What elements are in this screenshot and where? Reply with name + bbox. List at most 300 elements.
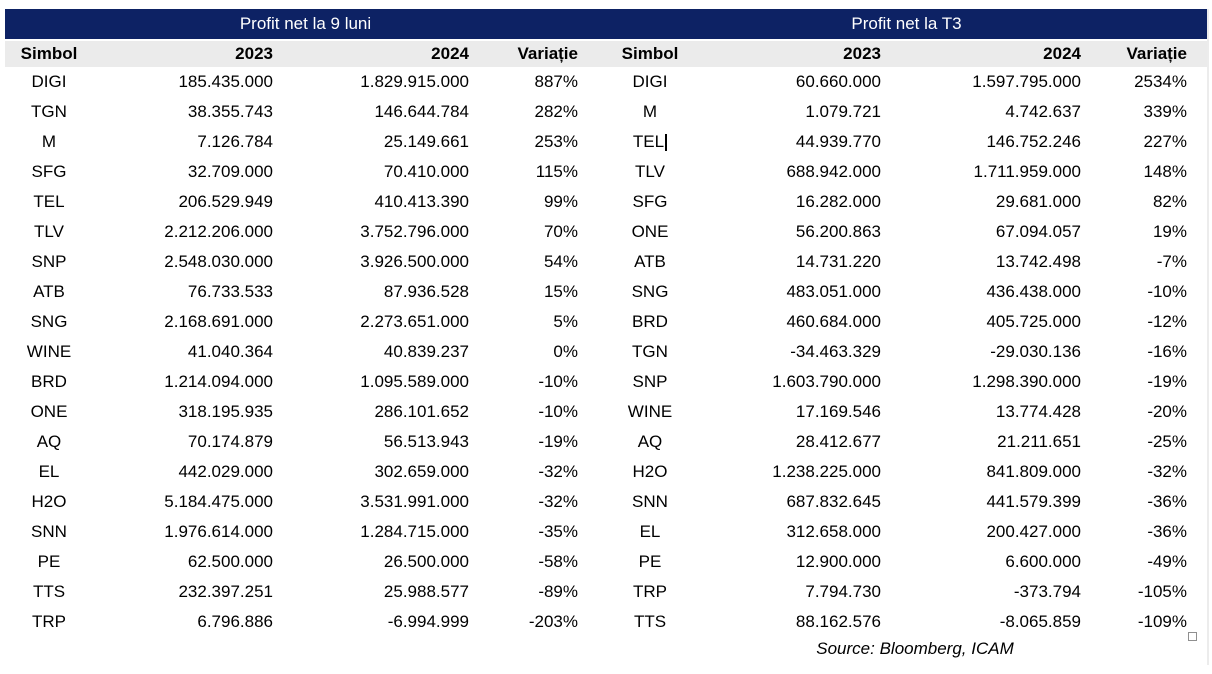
- cell-2024[interactable]: [277, 277, 473, 307]
- cell-variatie[interactable]: [473, 547, 606, 577]
- footer-row: [5, 637, 1207, 665]
- cell-simbol[interactable]: [5, 97, 93, 127]
- text-cursor: [665, 134, 667, 151]
- cell-value: 6.796.886: [197, 612, 273, 631]
- cell-variatie[interactable]: [473, 397, 606, 427]
- cell-value: 1.079.721: [805, 102, 881, 121]
- cell-2024[interactable]: [885, 577, 1085, 607]
- cell-2023[interactable]: [93, 517, 277, 547]
- cell-value: 14.731.220: [795, 252, 881, 271]
- cell-variatie[interactable]: [1085, 217, 1207, 247]
- cell-value: 13.742.498: [995, 252, 1081, 271]
- cell-value: SNG: [30, 312, 68, 331]
- cell-variatie[interactable]: [473, 127, 606, 157]
- cell-simbol[interactable]: [606, 397, 694, 427]
- col-header-simbol-right[interactable]: Simbol: [621, 44, 679, 63]
- cell-simbol[interactable]: [606, 247, 694, 277]
- cell-value: M: [41, 132, 57, 151]
- cell-value: SNP: [31, 252, 67, 271]
- cell-value: 82%: [1152, 192, 1187, 211]
- cell-2023[interactable]: [694, 67, 885, 97]
- cell-value: 1.829.915.000: [360, 72, 469, 91]
- cell-2023[interactable]: [93, 337, 277, 367]
- cell-value: 67.094.057: [995, 222, 1081, 241]
- cell-value: 70%: [543, 222, 578, 241]
- cell-2024[interactable]: [885, 307, 1085, 337]
- cell-value: 25.988.577: [383, 582, 469, 601]
- cell-2024[interactable]: [885, 487, 1085, 517]
- cell-value: -10%: [1147, 282, 1187, 301]
- cell-value: ATB: [634, 252, 666, 271]
- cell-simbol[interactable]: [606, 307, 694, 337]
- cell-value: TRP: [32, 612, 66, 631]
- cell-simbol[interactable]: [5, 127, 93, 157]
- cell-value: H2O: [632, 462, 668, 481]
- cell-2023[interactable]: [694, 487, 885, 517]
- cell-simbol[interactable]: [5, 607, 93, 637]
- cell-2024[interactable]: [277, 337, 473, 367]
- cell-simbol[interactable]: [5, 157, 93, 187]
- cell-value: 6.600.000: [1005, 552, 1081, 571]
- cell-2024[interactable]: [277, 367, 473, 397]
- cell-2024[interactable]: [277, 427, 473, 457]
- cell-2023[interactable]: [93, 577, 277, 607]
- cell-variatie[interactable]: [473, 247, 606, 277]
- cell-value: -25%: [1147, 432, 1187, 451]
- cell-value: 99%: [543, 192, 578, 211]
- cell-value: SNN: [31, 522, 67, 541]
- cell-2023[interactable]: [694, 127, 885, 157]
- cell-2024[interactable]: [885, 547, 1085, 577]
- cell-value: 1.214.094.000: [164, 372, 273, 391]
- cell-value: 1.095.589.000: [360, 372, 469, 391]
- cell-2023[interactable]: [93, 487, 277, 517]
- cell-2023[interactable]: [93, 307, 277, 337]
- cell-value: 146.644.784: [374, 102, 469, 121]
- col-header-2024-right[interactable]: 2024: [1043, 44, 1081, 63]
- cell-2023[interactable]: [93, 217, 277, 247]
- cell-value: TEL: [632, 132, 665, 151]
- cell-value: -32%: [538, 492, 578, 511]
- cell-value: 302.659.000: [374, 462, 469, 481]
- cell-value: 38.355.743: [187, 102, 273, 121]
- cell-value: -203%: [528, 612, 578, 631]
- cell-variatie[interactable]: [473, 307, 606, 337]
- cell-2024[interactable]: [885, 217, 1085, 247]
- cell-variatie[interactable]: [473, 607, 606, 637]
- cell-value: 200.427.000: [986, 522, 1081, 541]
- cell-2024[interactable]: [277, 247, 473, 277]
- cell-variatie[interactable]: [1085, 67, 1207, 97]
- cell-simbol[interactable]: [5, 337, 93, 367]
- cell-simbol[interactable]: [606, 607, 694, 637]
- cell-value: -10%: [538, 372, 578, 391]
- cell-variatie[interactable]: [1085, 547, 1207, 577]
- table-title-t3[interactable]: Profit net la T3: [851, 14, 962, 33]
- cell-value: 185.435.000: [178, 72, 273, 91]
- profit-spreadsheet: [5, 9, 1209, 665]
- cell-simbol[interactable]: [606, 277, 694, 307]
- cell-2023[interactable]: [93, 397, 277, 427]
- cell-value: 17.169.546: [795, 402, 881, 421]
- cell-2023[interactable]: [694, 397, 885, 427]
- cell-2024[interactable]: [885, 127, 1085, 157]
- cell-value: -19%: [1147, 372, 1187, 391]
- cell-simbol[interactable]: [5, 367, 93, 397]
- cell-2024[interactable]: [885, 367, 1085, 397]
- square-marker: [1188, 632, 1197, 641]
- cell-value: -58%: [538, 552, 578, 571]
- cell-2023[interactable]: [93, 187, 277, 217]
- cell-value: 232.397.251: [178, 582, 273, 601]
- cell-value: -8.065.859: [999, 612, 1081, 631]
- cell-value: SNG: [631, 282, 669, 301]
- cell-value: 5.184.475.000: [164, 492, 273, 511]
- cell-2023[interactable]: [93, 67, 277, 97]
- cell-value: 5%: [553, 312, 578, 331]
- cell-value: 1.284.715.000: [360, 522, 469, 541]
- cell-2023[interactable]: [93, 157, 277, 187]
- cell-value: 41.040.364: [187, 342, 273, 361]
- cell-value: BRD: [31, 372, 67, 391]
- cell-value: SFG: [632, 192, 668, 211]
- cell-value: 1.597.795.000: [972, 72, 1081, 91]
- cell-value: -20%: [1147, 402, 1187, 421]
- cell-value: 688.942.000: [786, 162, 881, 181]
- column-header-row: [5, 41, 1207, 67]
- col-header-variatie-right[interactable]: Variație: [1126, 44, 1187, 63]
- cell-variatie[interactable]: [1085, 157, 1207, 187]
- cell-value: 339%: [1143, 102, 1187, 121]
- cell-value: TTS: [32, 582, 66, 601]
- cell-simbol[interactable]: [606, 577, 694, 607]
- cell-2024[interactable]: [885, 157, 1085, 187]
- cell-variatie[interactable]: [1085, 487, 1207, 517]
- cell-simbol[interactable]: [606, 547, 694, 577]
- cell-simbol[interactable]: [5, 217, 93, 247]
- cell-value: DIGI: [31, 72, 67, 91]
- cell-simbol[interactable]: [5, 67, 93, 97]
- cell-value: SFG: [31, 162, 67, 181]
- cell-2024[interactable]: [885, 187, 1085, 217]
- cell-simbol[interactable]: [5, 397, 93, 427]
- cell-variatie[interactable]: [1085, 517, 1207, 547]
- cell-2023[interactable]: [694, 367, 885, 397]
- cell-variatie[interactable]: [473, 577, 606, 607]
- cell-variatie[interactable]: [473, 517, 606, 547]
- cell-value: 2.548.030.000: [164, 252, 273, 271]
- cell-variatie[interactable]: [1085, 427, 1207, 457]
- cell-2023[interactable]: [694, 277, 885, 307]
- cell-2024[interactable]: [885, 247, 1085, 277]
- cell-2024[interactable]: [885, 427, 1085, 457]
- cell-variatie[interactable]: [473, 457, 606, 487]
- cell-2024[interactable]: [277, 457, 473, 487]
- cell-value: 2534%: [1134, 72, 1187, 91]
- cell-variatie[interactable]: [1085, 397, 1207, 427]
- cell-2023[interactable]: [694, 307, 885, 337]
- cell-variatie[interactable]: [473, 337, 606, 367]
- cell-simbol[interactable]: [606, 157, 694, 187]
- cell-simbol[interactable]: [5, 547, 93, 577]
- cell-value: -6.994.999: [387, 612, 469, 631]
- cell-2023[interactable]: [694, 97, 885, 127]
- cell-value: 442.029.000: [178, 462, 273, 481]
- cell-variatie[interactable]: [473, 157, 606, 187]
- cell-value: M: [642, 102, 658, 121]
- cell-2023[interactable]: [694, 247, 885, 277]
- cell-2023[interactable]: [93, 427, 277, 457]
- cell-value: 687.832.645: [786, 492, 881, 511]
- cell-2023[interactable]: [93, 97, 277, 127]
- cell-value: 54%: [543, 252, 578, 271]
- cell-value: 21.211.651: [997, 432, 1081, 451]
- cell-value: ATB: [33, 282, 65, 301]
- cell-value: 4.742.637: [1005, 102, 1081, 121]
- cell-value: -10%: [538, 402, 578, 421]
- cell-simbol[interactable]: [5, 517, 93, 547]
- cell-variatie[interactable]: [1085, 337, 1207, 367]
- cell-simbol[interactable]: [606, 337, 694, 367]
- cell-simbol[interactable]: [606, 427, 694, 457]
- cell-2023[interactable]: [694, 607, 885, 637]
- cell-variatie[interactable]: [1085, 187, 1207, 217]
- cell-2023[interactable]: [93, 277, 277, 307]
- cell-variatie[interactable]: [1085, 277, 1207, 307]
- cell-2024[interactable]: [277, 547, 473, 577]
- cell-variatie[interactable]: [473, 217, 606, 247]
- cell-2024[interactable]: [885, 97, 1085, 127]
- cell-simbol[interactable]: [606, 97, 694, 127]
- cell-2023[interactable]: [93, 457, 277, 487]
- cell-value: 3.752.796.000: [360, 222, 469, 241]
- cell-value: -19%: [538, 432, 578, 451]
- cell-simbol[interactable]: [5, 457, 93, 487]
- cell-simbol[interactable]: [606, 217, 694, 247]
- cell-value: 227%: [1143, 132, 1187, 151]
- cell-value: 460.684.000: [786, 312, 881, 331]
- cell-value: 70.174.879: [187, 432, 273, 451]
- table-body: [5, 67, 1207, 637]
- cell-value: ONE: [30, 402, 68, 421]
- cell-value: 3.926.500.000: [360, 252, 469, 271]
- cell-variatie[interactable]: [1085, 247, 1207, 277]
- cell-variatie[interactable]: [1085, 307, 1207, 337]
- cell-value: 29.681.000: [995, 192, 1081, 211]
- cell-simbol[interactable]: [606, 487, 694, 517]
- cell-value: -12%: [1147, 312, 1187, 331]
- cell-value: 16.282.000: [795, 192, 881, 211]
- cell-2024[interactable]: [277, 67, 473, 97]
- cell-value: TLV: [635, 162, 665, 181]
- cell-simbol[interactable]: [5, 277, 93, 307]
- cell-simbol[interactable]: [5, 187, 93, 217]
- cell-simbol[interactable]: [606, 457, 694, 487]
- cell-value: PE: [638, 552, 662, 571]
- cell-2023[interactable]: [93, 367, 277, 397]
- cell-value: -109%: [1137, 612, 1187, 631]
- cell-value: 253%: [534, 132, 578, 151]
- cell-value: 25.149.661: [383, 132, 469, 151]
- cell-value: EL: [639, 522, 661, 541]
- cell-2024[interactable]: [277, 307, 473, 337]
- cell-value: -32%: [538, 462, 578, 481]
- cell-value: -7%: [1156, 252, 1187, 271]
- cell-value: 483.051.000: [786, 282, 881, 301]
- cell-value: 7.126.784: [197, 132, 273, 151]
- cell-value: 436.438.000: [986, 282, 1081, 301]
- cell-value: 318.195.935: [178, 402, 273, 421]
- cell-value: H2O: [31, 492, 67, 511]
- cell-2023[interactable]: [694, 187, 885, 217]
- cell-value: 887%: [534, 72, 578, 91]
- cell-simbol[interactable]: [5, 427, 93, 457]
- cell-2023[interactable]: [694, 217, 885, 247]
- cell-value: 1.603.790.000: [772, 372, 881, 391]
- cell-simbol[interactable]: [606, 187, 694, 217]
- cell-2023[interactable]: [694, 517, 885, 547]
- cell-2023[interactable]: [694, 577, 885, 607]
- cell-2024[interactable]: [885, 277, 1085, 307]
- cell-value: AQ: [637, 432, 663, 451]
- cell-simbol[interactable]: [606, 517, 694, 547]
- cell-simbol[interactable]: [5, 487, 93, 517]
- cell-value: DIGI: [632, 72, 668, 91]
- cell-value: TGN: [31, 102, 67, 121]
- cell-2024[interactable]: [885, 607, 1085, 637]
- cell-value: 841.809.000: [986, 462, 1081, 481]
- cell-value: 206.529.949: [178, 192, 273, 211]
- cell-2023[interactable]: [694, 157, 885, 187]
- cell-simbol[interactable]: [606, 127, 694, 157]
- cell-value: WINE: [627, 402, 673, 421]
- col-header-2023-left[interactable]: 2023: [235, 44, 273, 63]
- cell-value: 88.162.576: [795, 612, 881, 631]
- cell-value: PE: [37, 552, 61, 571]
- cell-2023[interactable]: [694, 457, 885, 487]
- cell-value: -35%: [538, 522, 578, 541]
- cell-value: 148%: [1143, 162, 1187, 181]
- cell-value: 76.733.533: [187, 282, 273, 301]
- cell-2023[interactable]: [694, 427, 885, 457]
- cell-value: 1.238.225.000: [772, 462, 881, 481]
- cell-value: 56.513.943: [383, 432, 469, 451]
- cell-variatie[interactable]: [1085, 367, 1207, 397]
- cell-value: 0%: [553, 342, 578, 361]
- cell-variatie[interactable]: [473, 187, 606, 217]
- cell-simbol[interactable]: [5, 307, 93, 337]
- cell-2024[interactable]: [277, 217, 473, 247]
- cell-2023[interactable]: [694, 547, 885, 577]
- cell-value: 70.410.000: [383, 162, 469, 181]
- cell-2024[interactable]: [885, 517, 1085, 547]
- cell-2023[interactable]: [93, 127, 277, 157]
- cell-value: AQ: [36, 432, 62, 451]
- cell-variatie[interactable]: [473, 487, 606, 517]
- cell-variatie[interactable]: [473, 277, 606, 307]
- cell-value: TGN: [632, 342, 668, 361]
- cell-2024[interactable]: [277, 97, 473, 127]
- cell-value: -29.030.136: [990, 342, 1081, 361]
- cell-value: 26.500.000: [383, 552, 469, 571]
- source-note: Source: Bloomberg, ICAM: [816, 639, 1014, 658]
- cell-2023[interactable]: [694, 337, 885, 367]
- cell-value: -105%: [1137, 582, 1187, 601]
- col-header-variatie-left[interactable]: Variație: [517, 44, 578, 63]
- cell-value: SNP: [632, 372, 668, 391]
- cell-value: -373.794: [1013, 582, 1081, 601]
- cell-variatie[interactable]: [473, 427, 606, 457]
- cell-value: 282%: [534, 102, 578, 121]
- cell-2024[interactable]: [277, 127, 473, 157]
- cell-value: 13.774.428: [995, 402, 1081, 421]
- cell-variatie[interactable]: [1085, 97, 1207, 127]
- cell-simbol[interactable]: [5, 247, 93, 277]
- cell-value: 87.936.528: [383, 282, 469, 301]
- cell-2024[interactable]: [277, 487, 473, 517]
- cell-value: 2.212.206.000: [164, 222, 273, 241]
- cell-value: 312.658.000: [786, 522, 881, 541]
- cell-2023[interactable]: [93, 607, 277, 637]
- cell-value: 44.939.770: [795, 132, 881, 151]
- cell-value: 19%: [1152, 222, 1187, 241]
- cell-value: 15%: [543, 282, 578, 301]
- cell-value: 441.579.399: [986, 492, 1081, 511]
- cell-value: TRP: [633, 582, 667, 601]
- col-header-2023-right[interactable]: 2023: [843, 44, 881, 63]
- cell-value: 2.273.651.000: [360, 312, 469, 331]
- cell-value: 1.711.959.000: [973, 162, 1081, 181]
- cell-value: -16%: [1147, 342, 1187, 361]
- cell-value: 40.839.237: [383, 342, 469, 361]
- cell-value: 286.101.652: [374, 402, 469, 421]
- cell-2024[interactable]: [277, 397, 473, 427]
- col-header-simbol-left[interactable]: Simbol: [20, 44, 78, 63]
- cell-value: 62.500.000: [187, 552, 273, 571]
- cell-value: 32.709.000: [187, 162, 273, 181]
- cell-2024[interactable]: [277, 187, 473, 217]
- cell-2024[interactable]: [277, 607, 473, 637]
- cell-variatie[interactable]: [473, 97, 606, 127]
- cell-variatie[interactable]: [1085, 577, 1207, 607]
- cell-simbol[interactable]: [606, 67, 694, 97]
- cell-2024[interactable]: [277, 577, 473, 607]
- title-band: [5, 9, 1207, 39]
- table-title-9-luni[interactable]: Profit net la 9 luni: [239, 14, 372, 33]
- cell-value: -32%: [1147, 462, 1187, 481]
- cell-variatie[interactable]: [1085, 127, 1207, 157]
- cell-variatie[interactable]: [473, 67, 606, 97]
- cell-value: 12.900.000: [795, 552, 881, 571]
- cell-variatie[interactable]: [473, 367, 606, 397]
- cell-variatie[interactable]: [1085, 457, 1207, 487]
- cell-2024[interactable]: [885, 337, 1085, 367]
- cell-value: TLV: [34, 222, 64, 241]
- cell-value: BRD: [632, 312, 668, 331]
- cell-2024[interactable]: [885, 67, 1085, 97]
- cell-value: -49%: [1147, 552, 1187, 571]
- cell-2024[interactable]: [885, 397, 1085, 427]
- cell-simbol[interactable]: [606, 367, 694, 397]
- cell-2024[interactable]: [277, 517, 473, 547]
- col-header-2024-left[interactable]: 2024: [431, 44, 469, 63]
- cell-2024[interactable]: [277, 157, 473, 187]
- cell-simbol[interactable]: [5, 577, 93, 607]
- cell-2023[interactable]: [93, 547, 277, 577]
- cell-2024[interactable]: [885, 457, 1085, 487]
- cell-value: WINE: [26, 342, 72, 361]
- cell-2023[interactable]: [93, 247, 277, 277]
